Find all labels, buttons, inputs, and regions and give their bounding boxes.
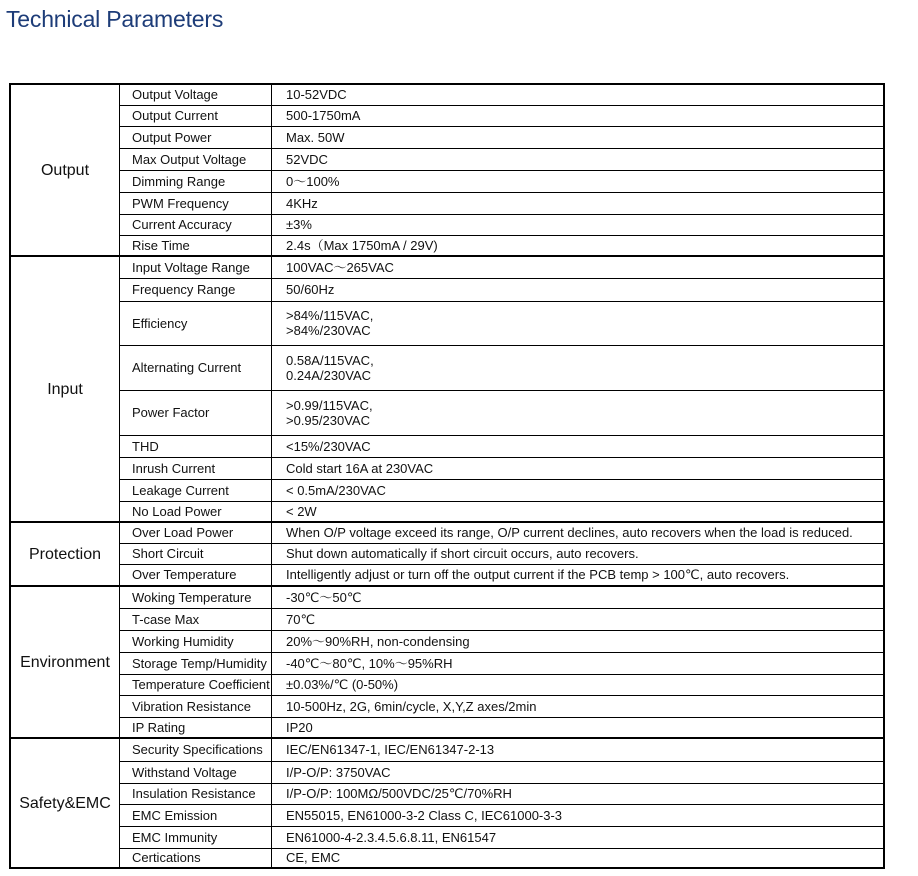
parameter-value: 20%～90%RH, non-condensing (272, 630, 885, 652)
table-row (10, 695, 884, 717)
table-row (10, 214, 884, 235)
parameter-name: Vibration Resistance (120, 695, 272, 717)
table-row (10, 783, 884, 804)
technical-parameters-table (9, 83, 885, 869)
parameter-name: EMC Emission (120, 804, 272, 826)
table-row (10, 278, 884, 301)
table-row (10, 848, 884, 868)
parameter-name: Frequency Range (120, 278, 272, 301)
table-row (10, 126, 884, 148)
table-row (10, 717, 884, 738)
parameter-value: 2.4s（Max 1750mA / 29V) (272, 235, 885, 256)
parameter-value: >0.99/115VAC, >0.95/230VAC (272, 390, 885, 435)
parameter-value: Max. 50W (272, 126, 885, 148)
parameter-name: Security Specifications (120, 738, 272, 761)
table-row (10, 543, 884, 564)
parameter-value: 0～100% (272, 170, 885, 192)
parameter-value: < 2W (272, 501, 885, 522)
parameter-name: Efficiency (120, 301, 272, 345)
group-label: Safety&EMC (10, 738, 120, 868)
parameter-name: Current Accuracy (120, 214, 272, 235)
parameter-name: Power Factor (120, 390, 272, 435)
parameter-value: < 0.5mA/230VAC (272, 479, 885, 501)
parameter-value: Intelligently adjust or turn off the output current if the PCB temp > 100℃, auto recovers. (272, 564, 885, 586)
parameter-value: When O/P voltage exceed its range, O/P current declines, auto recovers when the load is reduced. (272, 522, 885, 543)
parameter-value: EN61000-4-2.3.4.5.6.8.11, EN61547 (272, 826, 885, 848)
parameter-value: <15%/230VAC (272, 435, 885, 457)
parameter-name: Output Voltage (120, 84, 272, 105)
parameter-value: -40℃～80℃, 10%～95%RH (272, 652, 885, 674)
parameter-value: IEC/EN61347-1, IEC/EN61347-2-13 (272, 738, 885, 761)
group-label: Output (10, 84, 120, 256)
table-row (10, 564, 884, 586)
table-row (10, 105, 884, 126)
parameter-name: Over Load Power (120, 522, 272, 543)
parameter-name: Alternating Current (120, 345, 272, 390)
table-row (10, 522, 884, 543)
table-row (10, 738, 884, 761)
parameter-name: Withstand Voltage (120, 761, 272, 783)
table-row (10, 235, 884, 256)
table-row (10, 652, 884, 674)
table-row (10, 501, 884, 522)
table-row (10, 390, 884, 435)
parameter-value: 100VAC～265VAC (272, 256, 885, 278)
parameter-name: PWM Frequency (120, 192, 272, 214)
table-row (10, 761, 884, 783)
parameter-name: Storage Temp/Humidity (120, 652, 272, 674)
table-row (10, 826, 884, 848)
parameter-value: 0.58A/115VAC, 0.24A/230VAC (272, 345, 885, 390)
parameter-value: 52VDC (272, 148, 885, 170)
parameter-value: CE, EMC (272, 848, 885, 868)
parameter-name: Short Circuit (120, 543, 272, 564)
parameter-name: T-case Max (120, 608, 272, 630)
parameter-name: EMC Immunity (120, 826, 272, 848)
parameter-name: Inrush Current (120, 457, 272, 479)
table-row (10, 586, 884, 608)
group-label: Environment (10, 586, 120, 738)
parameter-value: 4KHz (272, 192, 885, 214)
parameter-value: Cold start 16A at 230VAC (272, 457, 885, 479)
parameter-value: 50/60Hz (272, 278, 885, 301)
parameter-value: >84%/115VAC, >84%/230VAC (272, 301, 885, 345)
parameter-name: IP Rating (120, 717, 272, 738)
parameter-value: 10-500Hz, 2G, 6min/cycle, X,Y,Z axes/2min (272, 695, 885, 717)
parameter-name: Temperature Coefficient (120, 674, 272, 695)
table-row (10, 457, 884, 479)
table-row (10, 608, 884, 630)
parameter-name: Insulation Resistance (120, 783, 272, 804)
group-label: Input (10, 256, 120, 522)
parameter-name: Leakage Current (120, 479, 272, 501)
table-row (10, 256, 884, 278)
table-row (10, 301, 884, 345)
parameter-name: No Load Power (120, 501, 272, 522)
table-row (10, 192, 884, 214)
parameter-name: Dimming Range (120, 170, 272, 192)
parameter-name: THD (120, 435, 272, 457)
table-row (10, 84, 884, 105)
table-row (10, 674, 884, 695)
parameter-name: Woking Temperature (120, 586, 272, 608)
parameter-value: I/P-O/P: 100MΩ/500VDC/25℃/70%RH (272, 783, 885, 804)
parameter-value: ±3% (272, 214, 885, 235)
table-row (10, 435, 884, 457)
parameter-name: Working Humidity (120, 630, 272, 652)
parameter-value: I/P-O/P: 3750VAC (272, 761, 885, 783)
parameter-name: Output Power (120, 126, 272, 148)
table-row (10, 170, 884, 192)
parameter-value: 500-1750mA (272, 105, 885, 126)
parameter-value: -30℃～50℃ (272, 586, 885, 608)
parameter-name: Certications (120, 848, 272, 868)
table-row (10, 630, 884, 652)
page-title: Technical Parameters (6, 6, 224, 32)
parameter-value: Shut down automatically if short circuit occurs, auto recovers. (272, 543, 885, 564)
group-label: Protection (10, 522, 120, 586)
parameter-value: 10-52VDC (272, 84, 885, 105)
table-row (10, 479, 884, 501)
parameter-value: IP20 (272, 717, 885, 738)
table-row (10, 804, 884, 826)
table-row (10, 345, 884, 390)
parameter-name: Output Current (120, 105, 272, 126)
parameter-name: Input Voltage Range (120, 256, 272, 278)
parameter-name: Over Temperature (120, 564, 272, 586)
parameter-name: Max Output Voltage (120, 148, 272, 170)
parameter-value: EN55015, EN61000-3-2 Class C, IEC61000-3-3 (272, 804, 885, 826)
parameter-value: ±0.03%/℃ (0-50%) (272, 674, 885, 695)
parameter-name: Rise Time (120, 235, 272, 256)
table-row (10, 148, 884, 170)
parameter-value: 70℃ (272, 608, 885, 630)
